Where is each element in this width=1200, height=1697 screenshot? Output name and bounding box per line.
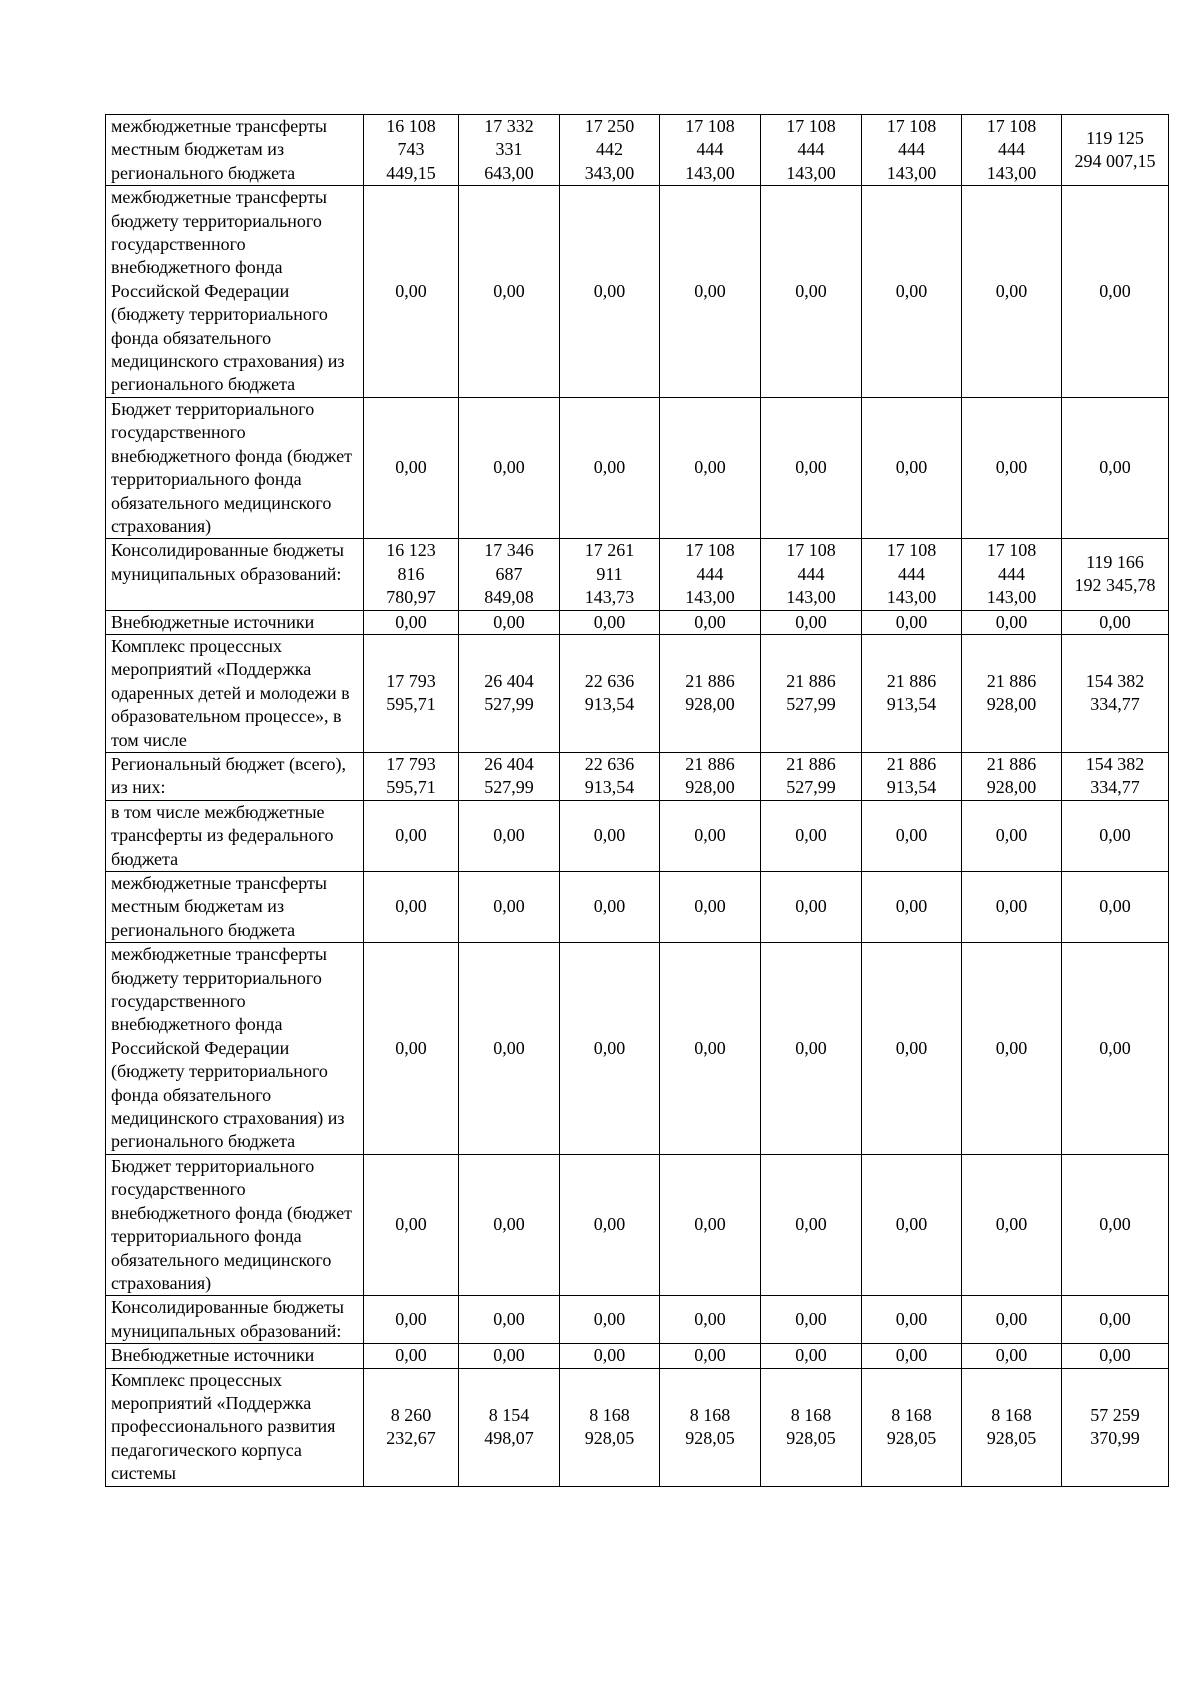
cell-year-2: 26 404 527,99 — [459, 752, 560, 800]
cell-year-2: 17 332 331 643,00 — [459, 115, 560, 186]
table-row — [106, 634, 1169, 752]
cell-year-1: 0,00 — [364, 397, 459, 538]
cell-year-2: 0,00 — [459, 1344, 560, 1368]
table-row — [106, 610, 1169, 634]
cell-year-7: 21 886 928,00 — [962, 634, 1062, 752]
row-label: Внебюджетные источники — [106, 610, 364, 634]
cell-year-7: 0,00 — [962, 1296, 1062, 1344]
cell-year-3: 0,00 — [560, 943, 660, 1155]
cell-year-6: 17 108 444 143,00 — [862, 115, 962, 186]
cell-year-2: 8 154 498,07 — [459, 1368, 560, 1486]
cell-year-6: 17 108 444 143,00 — [862, 539, 962, 610]
cell-year-4: 0,00 — [660, 872, 761, 943]
cell-total: 0,00 — [1062, 872, 1169, 943]
cell-year-6: 0,00 — [862, 610, 962, 634]
cell-year-5: 8 168 928,05 — [761, 1368, 862, 1486]
cell-year-1: 0,00 — [364, 1296, 459, 1344]
cell-year-6: 21 886 913,54 — [862, 752, 962, 800]
row-label: Комплекс процессных мероприятий «Поддержка профессионального развития педагогического корпуса системы — [106, 1368, 364, 1486]
cell-year-4: 8 168 928,05 — [660, 1368, 761, 1486]
cell-total: 0,00 — [1062, 397, 1169, 538]
cell-year-4: 0,00 — [660, 800, 761, 871]
cell-total: 0,00 — [1062, 1154, 1169, 1295]
cell-year-2: 17 346 687 849,08 — [459, 539, 560, 610]
cell-year-3: 17 250 442 343,00 — [560, 115, 660, 186]
cell-year-3: 0,00 — [560, 610, 660, 634]
cell-year-4: 17 108 444 143,00 — [660, 539, 761, 610]
cell-year-4: 0,00 — [660, 186, 761, 398]
table-row — [106, 872, 1169, 943]
cell-year-7: 0,00 — [962, 186, 1062, 398]
cell-year-4: 17 108 444 143,00 — [660, 115, 761, 186]
cell-total: 57 259 370,99 — [1062, 1368, 1169, 1486]
cell-year-3: 0,00 — [560, 872, 660, 943]
cell-year-5: 0,00 — [761, 1154, 862, 1295]
cell-year-7: 0,00 — [962, 872, 1062, 943]
cell-year-5: 0,00 — [761, 186, 862, 398]
cell-year-6: 0,00 — [862, 1344, 962, 1368]
cell-year-6: 0,00 — [862, 397, 962, 538]
row-label: межбюджетные трансферты бюджету территориального государственного внебюджетного фонда Российской Федерации (бюджету территориального фонда обязательного медицинского страхования) из регионального бюджета — [106, 186, 364, 398]
cell-year-6: 0,00 — [862, 800, 962, 871]
cell-year-1: 0,00 — [364, 872, 459, 943]
cell-year-4: 0,00 — [660, 1296, 761, 1344]
cell-year-6: 0,00 — [862, 1296, 962, 1344]
cell-year-2: 0,00 — [459, 1154, 560, 1295]
cell-year-2: 0,00 — [459, 397, 560, 538]
budget-table — [105, 114, 1169, 1487]
table-row — [106, 1296, 1169, 1344]
row-label: Бюджет территориального государственного внебюджетного фонда (бюджет территориального фонда обязательного медицинского страхования) — [106, 1154, 364, 1295]
cell-total: 0,00 — [1062, 610, 1169, 634]
table-row — [106, 800, 1169, 871]
row-label: Консолидированные бюджеты муниципальных образований: — [106, 539, 364, 610]
row-label: Консолидированные бюджеты муниципальных образований: — [106, 1296, 364, 1344]
cell-year-7: 0,00 — [962, 800, 1062, 871]
cell-year-1: 0,00 — [364, 1344, 459, 1368]
cell-year-3: 17 261 911 143,73 — [560, 539, 660, 610]
cell-total: 0,00 — [1062, 1344, 1169, 1368]
cell-total: 0,00 — [1062, 186, 1169, 398]
cell-year-3: 0,00 — [560, 1296, 660, 1344]
cell-year-2: 0,00 — [459, 800, 560, 871]
budget-table-body — [106, 115, 1169, 1487]
row-label: межбюджетные трансферты местным бюджетам из регионального бюджета — [106, 872, 364, 943]
table-row — [106, 1368, 1169, 1486]
cell-year-5: 21 886 527,99 — [761, 752, 862, 800]
cell-year-1: 16 108 743 449,15 — [364, 115, 459, 186]
row-label: в том числе межбюджетные трансферты из федерального бюджета — [106, 800, 364, 871]
row-label: Комплекс процессных мероприятий «Поддержка одаренных детей и молодежи в образовательном процессе», в том числе — [106, 634, 364, 752]
cell-year-2: 0,00 — [459, 610, 560, 634]
cell-year-3: 0,00 — [560, 186, 660, 398]
table-row — [106, 115, 1169, 186]
table-row — [106, 397, 1169, 538]
row-label: межбюджетные трансферты местным бюджетам из регионального бюджета — [106, 115, 364, 186]
cell-total: 119 125 294 007,15 — [1062, 115, 1169, 186]
cell-year-5: 0,00 — [761, 610, 862, 634]
cell-year-5: 0,00 — [761, 800, 862, 871]
cell-year-4: 21 886 928,00 — [660, 752, 761, 800]
cell-year-3: 22 636 913,54 — [560, 634, 660, 752]
cell-year-7: 0,00 — [962, 1154, 1062, 1295]
cell-year-1: 16 123 816 780,97 — [364, 539, 459, 610]
cell-year-3: 0,00 — [560, 1154, 660, 1295]
cell-year-4: 0,00 — [660, 1154, 761, 1295]
cell-year-2: 26 404 527,99 — [459, 634, 560, 752]
row-label: Региональный бюджет (всего), из них: — [106, 752, 364, 800]
cell-year-5: 0,00 — [761, 943, 862, 1155]
cell-total: 119 166 192 345,78 — [1062, 539, 1169, 610]
cell-year-6: 8 168 928,05 — [862, 1368, 962, 1486]
cell-year-5: 21 886 527,99 — [761, 634, 862, 752]
row-label: Внебюджетные источники — [106, 1344, 364, 1368]
table-row — [106, 1344, 1169, 1368]
cell-total: 0,00 — [1062, 800, 1169, 871]
cell-year-2: 0,00 — [459, 943, 560, 1155]
table-row — [106, 752, 1169, 800]
cell-year-4: 0,00 — [660, 610, 761, 634]
cell-year-1: 17 793 595,71 — [364, 752, 459, 800]
cell-total: 154 382 334,77 — [1062, 634, 1169, 752]
cell-year-2: 0,00 — [459, 872, 560, 943]
cell-year-6: 0,00 — [862, 186, 962, 398]
cell-year-7: 17 108 444 143,00 — [962, 115, 1062, 186]
table-row — [106, 186, 1169, 398]
row-label: межбюджетные трансферты бюджету территориального государственного внебюджетного фонда Российской Федерации (бюджету территориального фонда обязательного медицинского страхования) из регионального бюджета — [106, 943, 364, 1155]
cell-year-7: 21 886 928,00 — [962, 752, 1062, 800]
table-row — [106, 943, 1169, 1155]
cell-total: 0,00 — [1062, 1296, 1169, 1344]
cell-year-1: 0,00 — [364, 610, 459, 634]
cell-year-3: 0,00 — [560, 1344, 660, 1368]
cell-year-5: 17 108 444 143,00 — [761, 115, 862, 186]
cell-year-3: 22 636 913,54 — [560, 752, 660, 800]
cell-year-7: 0,00 — [962, 610, 1062, 634]
cell-year-4: 0,00 — [660, 1344, 761, 1368]
cell-year-6: 21 886 913,54 — [862, 634, 962, 752]
cell-year-5: 0,00 — [761, 397, 862, 538]
cell-year-2: 0,00 — [459, 1296, 560, 1344]
cell-year-4: 21 886 928,00 — [660, 634, 761, 752]
cell-year-7: 8 168 928,05 — [962, 1368, 1062, 1486]
cell-year-1: 0,00 — [364, 1154, 459, 1295]
table-row — [106, 539, 1169, 610]
cell-total: 0,00 — [1062, 943, 1169, 1155]
cell-year-1: 0,00 — [364, 800, 459, 871]
cell-year-6: 0,00 — [862, 1154, 962, 1295]
cell-year-5: 0,00 — [761, 1296, 862, 1344]
cell-year-7: 17 108 444 143,00 — [962, 539, 1062, 610]
row-label: Бюджет территориального государственного внебюджетного фонда (бюджет территориального фонда обязательного медицинского страхования) — [106, 397, 364, 538]
cell-year-1: 17 793 595,71 — [364, 634, 459, 752]
cell-year-1: 0,00 — [364, 943, 459, 1155]
table-row — [106, 1154, 1169, 1295]
cell-year-5: 17 108 444 143,00 — [761, 539, 862, 610]
cell-year-1: 8 260 232,67 — [364, 1368, 459, 1486]
cell-year-5: 0,00 — [761, 1344, 862, 1368]
cell-total: 154 382 334,77 — [1062, 752, 1169, 800]
cell-year-6: 0,00 — [862, 872, 962, 943]
cell-year-2: 0,00 — [459, 186, 560, 398]
cell-year-3: 0,00 — [560, 397, 660, 538]
cell-year-7: 0,00 — [962, 397, 1062, 538]
cell-year-6: 0,00 — [862, 943, 962, 1155]
cell-year-3: 0,00 — [560, 800, 660, 871]
cell-year-4: 0,00 — [660, 397, 761, 538]
cell-year-7: 0,00 — [962, 1344, 1062, 1368]
cell-year-4: 0,00 — [660, 943, 761, 1155]
cell-year-3: 8 168 928,05 — [560, 1368, 660, 1486]
cell-year-7: 0,00 — [962, 943, 1062, 1155]
cell-year-1: 0,00 — [364, 186, 459, 398]
cell-year-5: 0,00 — [761, 872, 862, 943]
